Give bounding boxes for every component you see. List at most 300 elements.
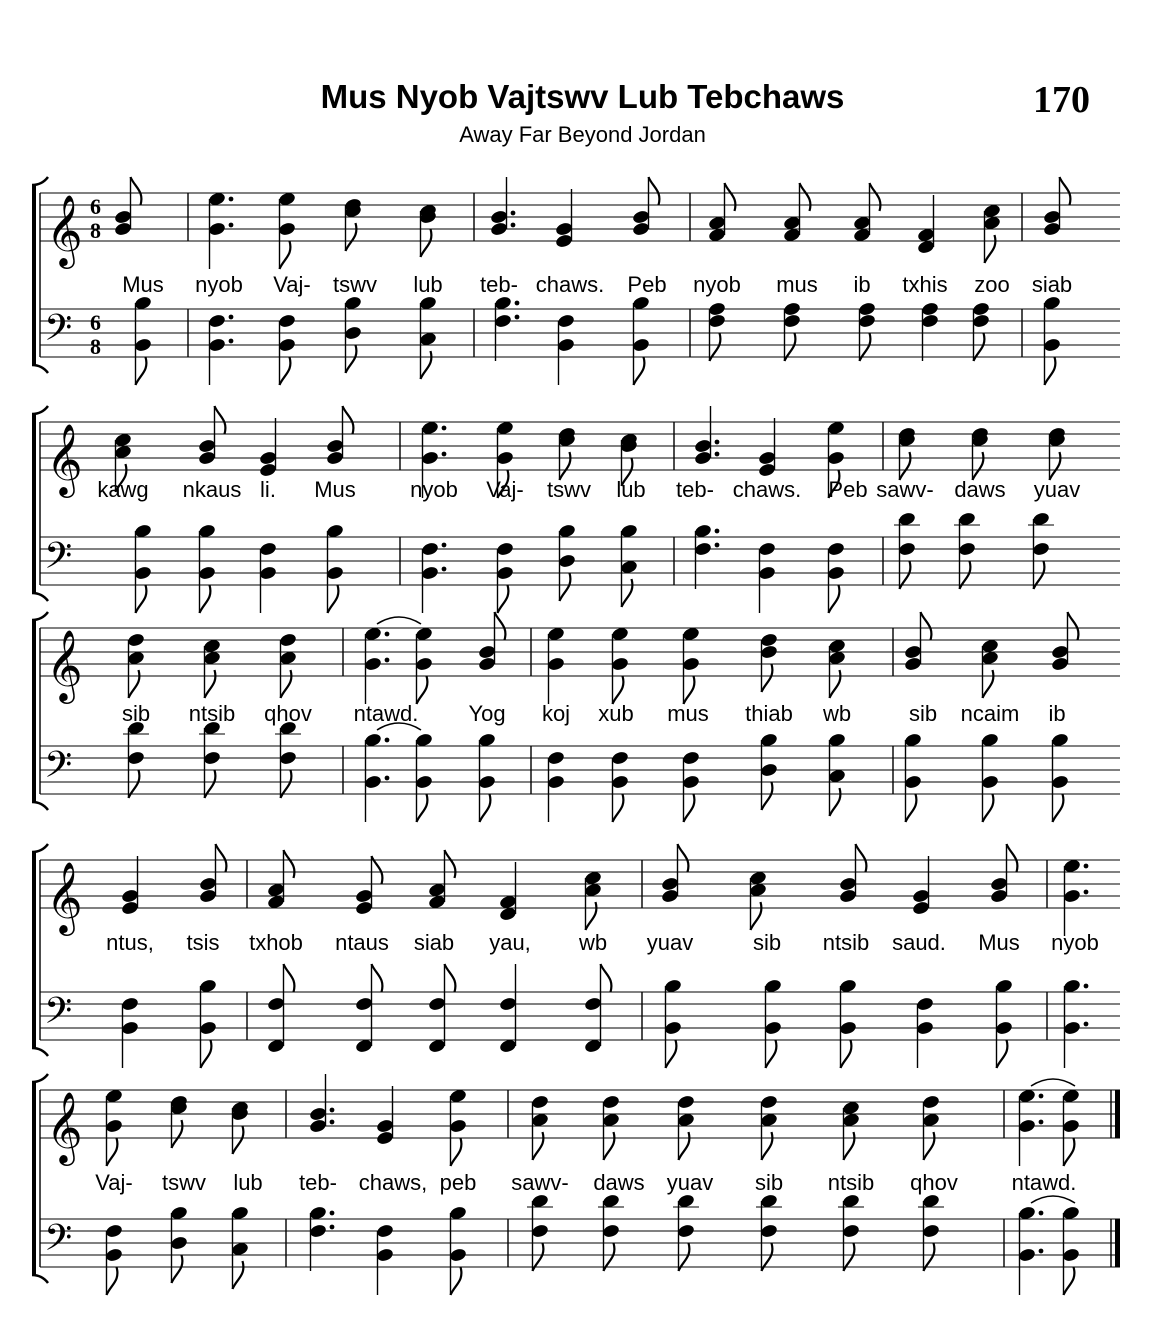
notehead (376, 1118, 395, 1134)
note-flag (451, 1138, 462, 1166)
notehead (783, 301, 802, 317)
notehead (912, 900, 931, 916)
note-flag (679, 1132, 690, 1160)
note-flag (421, 351, 432, 379)
tie (1031, 1079, 1075, 1086)
augmentation-dot (330, 1108, 335, 1113)
notehead (114, 221, 133, 237)
lyric-syllable: Vaj- (95, 1170, 133, 1195)
notehead (199, 1020, 218, 1036)
augmentation-dot (515, 315, 520, 320)
note-chord (694, 523, 720, 589)
lyric-syllable: txhis (902, 272, 948, 297)
notehead (449, 1118, 468, 1134)
notehead (972, 301, 991, 317)
notehead (839, 876, 858, 892)
notehead (558, 553, 577, 569)
note-chord (602, 1094, 621, 1160)
note-flag (495, 612, 506, 640)
augmentation-dot (442, 452, 447, 457)
notehead (758, 462, 777, 478)
note-chord (259, 418, 278, 478)
note-flag (284, 964, 295, 992)
bracket-top-hook (32, 177, 48, 185)
note-chord (127, 632, 146, 698)
notehead (134, 337, 153, 353)
note-chord (1063, 858, 1089, 936)
notehead (632, 221, 651, 237)
note-chord (584, 870, 603, 930)
note-chord (1043, 177, 1071, 237)
note-chord (449, 1088, 468, 1166)
note-chord (121, 996, 140, 1068)
lyric-syllable: ntus, (106, 930, 154, 955)
notehead (121, 1020, 140, 1036)
note-flag (560, 452, 571, 480)
lyric-syllable: teb- (676, 477, 714, 502)
bass-clef: 𝄢 (44, 744, 73, 795)
notehead (602, 1094, 621, 1110)
hymn-title: Mus Nyob Vajtswv Lub Tebchaws (320, 78, 845, 115)
augmentation-dot (715, 529, 720, 534)
notehead (279, 632, 298, 648)
note-flag (997, 1040, 1008, 1068)
note-chord (918, 1193, 944, 1271)
augmentation-dot (715, 543, 720, 548)
lyric-syllable: nyob (195, 272, 243, 297)
notehead (904, 774, 923, 790)
lyric-syllable: siab (413, 930, 455, 955)
lyric-syllable: mus (667, 701, 709, 726)
note-flag (233, 1261, 244, 1289)
notehead (198, 450, 217, 466)
notehead (1018, 1118, 1037, 1134)
notehead (309, 1223, 328, 1239)
final-barline-thick (1115, 1090, 1120, 1138)
note-chord (756, 1193, 782, 1271)
notehead (990, 888, 1009, 904)
note-flag (172, 1120, 183, 1148)
notehead (326, 565, 345, 581)
notehead (364, 774, 383, 790)
note-flag (983, 670, 994, 698)
note-flag (725, 183, 736, 211)
note-flag (1068, 612, 1079, 640)
augmentation-dot (385, 658, 390, 663)
note-chord (170, 1094, 189, 1148)
notehead (208, 313, 227, 329)
tie (1031, 1196, 1075, 1203)
notehead (415, 774, 434, 790)
notehead (364, 656, 383, 672)
note-flag (844, 1132, 855, 1160)
note-flag (1050, 452, 1061, 480)
note-chord (904, 612, 932, 672)
note-chord (415, 626, 434, 704)
lyric-syllable: wb (822, 701, 852, 726)
lyric-syllable: li. (260, 477, 276, 502)
note-flag (586, 902, 597, 930)
lyric-syllable: saud. (892, 930, 946, 955)
notehead (981, 774, 1000, 790)
bass-clef: 𝄢 (44, 307, 73, 358)
augmentation-dot (715, 452, 720, 457)
notehead (661, 888, 680, 904)
notehead (1051, 644, 1070, 660)
notehead (267, 996, 286, 1012)
notehead (208, 221, 227, 237)
time-signature-upper: 6 (90, 194, 101, 219)
lyric-syllable: ib (1048, 701, 1066, 726)
notehead (1043, 337, 1062, 353)
notehead (496, 565, 515, 581)
notehead (827, 450, 846, 466)
notehead (904, 656, 923, 672)
lyric-syllable: kawg (97, 477, 149, 502)
note-flag (678, 844, 689, 872)
hymn-number: 170 (1033, 79, 1090, 121)
bracket-bottom-hook (32, 1048, 48, 1056)
lyric-syllable: thiab (745, 701, 793, 726)
note-flag (762, 664, 773, 692)
notehead (105, 1223, 124, 1239)
note-chord (208, 313, 234, 385)
lyric-syllable: zoo (974, 272, 1010, 297)
notehead (839, 888, 858, 904)
notehead (121, 900, 140, 916)
note-flag (1053, 794, 1064, 822)
notehead (760, 632, 779, 648)
bass-staff (40, 964, 1120, 1068)
note-chord (419, 295, 438, 379)
note-flag (284, 850, 295, 878)
notehead (760, 762, 779, 778)
note-flag (172, 1255, 183, 1283)
note-flag (343, 406, 354, 434)
lyric-syllable: sawv- (876, 477, 934, 502)
notehead (602, 1223, 621, 1239)
note-flag (906, 794, 917, 822)
lyric-syllable: ntsib (822, 930, 870, 955)
notehead (661, 876, 680, 892)
bracket-top-hook (32, 844, 48, 852)
note-flag (900, 452, 911, 480)
augmentation-dot (1084, 890, 1089, 895)
notehead (839, 1020, 858, 1036)
augmentation-dot (715, 440, 720, 445)
notehead (376, 1223, 395, 1239)
note-flag (131, 177, 142, 205)
treble-staff (40, 612, 1120, 704)
augmentation-dot (330, 1120, 335, 1125)
notehead (694, 541, 713, 557)
lyric-syllable: chaws. (535, 272, 605, 297)
note-chord (326, 406, 354, 466)
notehead (199, 876, 218, 892)
note-chord (355, 856, 383, 916)
treble-clef: 𝄞 (46, 422, 83, 495)
note-chord (121, 856, 140, 916)
notehead (990, 876, 1009, 892)
lyric-syllable: qhov (910, 1170, 958, 1195)
note-flag (1064, 1138, 1075, 1166)
note-flag (200, 585, 211, 613)
note-chord (912, 856, 931, 916)
notehead (1032, 541, 1051, 557)
note-chord (558, 426, 577, 480)
notehead (921, 313, 940, 329)
note-flag (216, 844, 227, 872)
notehead (198, 438, 217, 454)
notehead (1018, 1247, 1037, 1263)
lyric-syllable: Mus (978, 930, 1020, 955)
note-chord (547, 626, 566, 704)
lyric-syllable: sawv- (511, 1170, 569, 1195)
time-signature-lower: 8 (90, 334, 101, 359)
notehead (694, 438, 713, 454)
notehead (428, 996, 447, 1012)
note-flag (445, 850, 456, 878)
lyric-syllable: mus (776, 272, 818, 297)
augmentation-dot (1084, 1022, 1089, 1027)
lyric-syllable: tswv (162, 1170, 206, 1195)
note-chord (898, 426, 917, 480)
note-chord (421, 541, 447, 613)
notehead (547, 656, 566, 672)
bracket-top-hook (32, 406, 48, 414)
note-flag (649, 177, 660, 205)
note-flag (666, 1040, 677, 1068)
note-chord (344, 295, 363, 373)
notehead (921, 301, 940, 317)
lyric-syllable: xub (598, 701, 634, 726)
notehead (490, 209, 509, 225)
note-chord (531, 1094, 550, 1160)
notehead (199, 888, 218, 904)
note-chord (1062, 1088, 1081, 1166)
time-signature-upper: 6 (90, 310, 101, 335)
notehead (355, 900, 374, 916)
lyric-syllable: yau, (489, 930, 531, 955)
note-flag (856, 844, 867, 872)
notehead (694, 450, 713, 466)
treble-clef: 𝄞 (46, 1090, 83, 1163)
tie (377, 617, 421, 624)
bass-clef: 𝄢 (44, 1217, 73, 1268)
notehead (531, 1223, 550, 1239)
notehead (355, 888, 374, 904)
notehead (449, 1247, 468, 1263)
note-chord (231, 1100, 250, 1154)
note-chord (917, 195, 936, 255)
notehead (309, 1106, 328, 1122)
lyric-syllable: Mus (122, 272, 164, 297)
notehead (611, 656, 630, 672)
note-chord (496, 541, 515, 613)
notehead (611, 750, 630, 766)
notehead (1051, 774, 1070, 790)
note-chord (673, 1193, 699, 1271)
notehead (478, 644, 497, 660)
note-chord (677, 1094, 696, 1160)
note-chord (783, 301, 802, 361)
notehead (758, 541, 777, 557)
notehead (127, 632, 146, 648)
notehead (958, 541, 977, 557)
note-chord (1028, 511, 1054, 589)
notehead (677, 1223, 696, 1239)
notehead (478, 656, 497, 672)
bracket-bottom-hook (32, 365, 48, 373)
note-chord (105, 1088, 124, 1166)
note-chord (682, 750, 701, 822)
augmentation-dot (442, 543, 447, 548)
note-chord (279, 632, 298, 698)
note-chord (760, 632, 779, 692)
note-chord (708, 301, 727, 361)
note-chord (278, 191, 297, 269)
note-chord (921, 301, 940, 361)
note-flag (136, 357, 147, 385)
note-flag (1064, 1267, 1075, 1295)
notehead (555, 221, 574, 237)
note-chord (499, 862, 518, 922)
augmentation-dot (1084, 984, 1089, 989)
lyric-syllable: Yog (468, 701, 506, 726)
notehead (259, 450, 278, 466)
time-signature-lower: 8 (90, 218, 101, 243)
final-barline-thick (1115, 1219, 1120, 1267)
notehead (376, 1247, 395, 1263)
notehead (632, 209, 651, 225)
lyric-syllable: ntsib (188, 701, 236, 726)
lyric-syllable: lub (233, 1170, 263, 1195)
note-chord (203, 638, 222, 698)
system-2 (32, 406, 1120, 613)
note-flag (417, 794, 428, 822)
note-chord (490, 177, 516, 237)
note-chord (694, 406, 720, 466)
note-chord (708, 183, 736, 243)
note-flag (684, 676, 695, 704)
notehead (858, 313, 877, 329)
lyric-syllable: ntawd. (1011, 1170, 1077, 1195)
lyric-syllable: Vaj- (273, 272, 311, 297)
augmentation-dot (1039, 1120, 1044, 1125)
notehead (760, 644, 779, 660)
note-flag (983, 794, 994, 822)
notehead (421, 450, 440, 466)
bass-staff (40, 511, 1120, 613)
note-flag (328, 585, 339, 613)
bass-clef: 𝄢 (44, 535, 73, 586)
note-chord (419, 203, 438, 257)
notehead (114, 209, 133, 225)
note-flag (346, 345, 357, 373)
note-flag (921, 612, 932, 640)
note-chord (123, 720, 149, 798)
note-chord (598, 1193, 624, 1271)
note-flag (613, 676, 624, 704)
note-chord (632, 177, 660, 237)
lyric-syllable: chaws, (358, 1170, 428, 1195)
lyric-syllable: koj (541, 701, 571, 726)
lyric-syllable: teb- (480, 272, 518, 297)
augmentation-dot (1039, 1094, 1044, 1099)
bracket-top-hook (32, 1074, 48, 1082)
lyric-syllable: sib (752, 930, 782, 955)
bracket-top-hook (32, 612, 48, 620)
hymn-subtitle: Away Far Beyond Jordan (459, 122, 706, 147)
notehead (677, 1094, 696, 1110)
augmentation-dot (1039, 1249, 1044, 1254)
notehead (1043, 209, 1062, 225)
note-flag (830, 670, 841, 698)
note-flag (129, 670, 140, 698)
note-chord (199, 720, 225, 798)
note-flag (800, 183, 811, 211)
treble-staff (40, 1074, 1120, 1166)
note-chord (376, 1086, 395, 1146)
notehead (278, 313, 297, 329)
notehead (827, 541, 846, 557)
note-chord (620, 523, 639, 607)
note-chord (1048, 426, 1067, 480)
notehead (842, 1223, 861, 1239)
bass-staff (40, 720, 1120, 822)
lyric-syllable: qhov (264, 701, 312, 726)
note-chord (231, 1205, 250, 1289)
bass-staff (40, 1193, 1120, 1295)
note-chord (838, 1193, 864, 1271)
notehead (760, 1223, 779, 1239)
augmentation-dot (511, 223, 516, 228)
notehead (259, 462, 278, 478)
note-chord (922, 1094, 941, 1160)
notehead (827, 565, 846, 581)
notehead (611, 774, 630, 790)
notehead (858, 301, 877, 317)
lyric-syllable: sib (754, 1170, 784, 1195)
notehead (208, 337, 227, 353)
augmentation-dot (1084, 864, 1089, 869)
note-flag (533, 1132, 544, 1160)
note-chord (828, 638, 847, 698)
notehead (764, 1020, 783, 1036)
note-flag (480, 794, 491, 822)
notehead (259, 541, 278, 557)
notehead (478, 774, 497, 790)
notehead (121, 888, 140, 904)
system-1 (32, 177, 1120, 385)
note-flag (233, 1126, 244, 1154)
notehead (1062, 1247, 1081, 1263)
lyric-syllable: nyob (1051, 930, 1099, 955)
notehead (760, 1094, 779, 1110)
lyric-syllable: sib (121, 701, 151, 726)
augmentation-dot (229, 315, 234, 320)
augmentation-dot (442, 567, 447, 572)
note-chord (376, 1223, 395, 1295)
note-flag (451, 1267, 462, 1295)
notehead (259, 565, 278, 581)
augmentation-dot (511, 211, 516, 216)
notehead (127, 750, 146, 766)
lyric-syllable: nyob (693, 272, 741, 297)
note-flag (1060, 177, 1071, 205)
note-chord (783, 183, 811, 243)
note-flag (634, 357, 645, 385)
